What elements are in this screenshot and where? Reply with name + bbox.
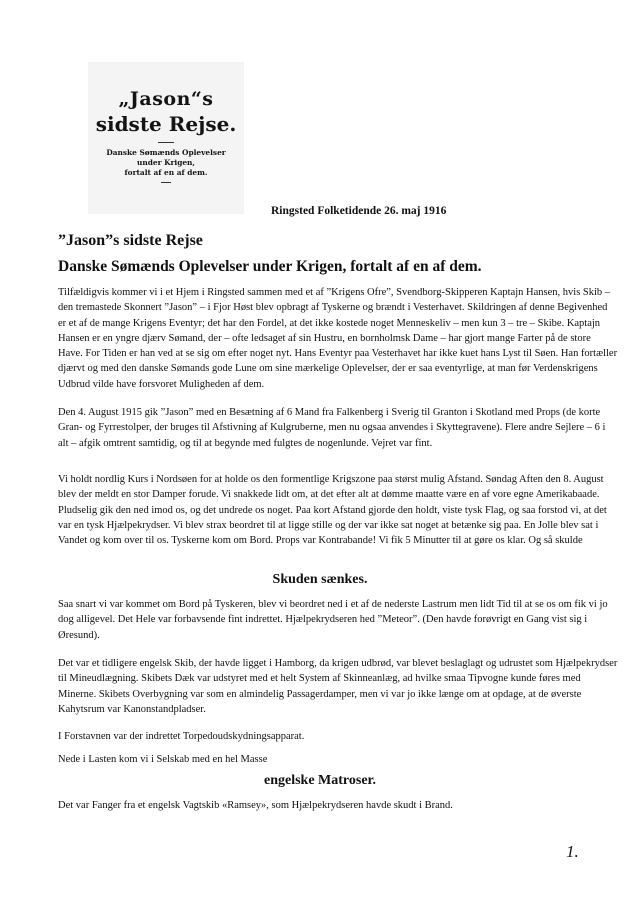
article-subtitle: Danske Sømænds Oplevelser under Krigen, fortalt af en af dem. (58, 258, 482, 275)
paragraph-3: Vi holdt nordlig Kurs i Nordsøen for at holde os den formentlige Krigszone paa størst mulig Afstand. Søndag Aften den 8. August blev der meldt en stor Damper forude. Vi snakkede lidt om, at det efter alt at dømme maatte være en af vore egne Amerikabaade. Pludselig gik den ned imod os, og det undrede os noget. Paa kort Afstand gjorde den holdt, viste tysk Flag, og saa forstod vi, at det var en tysk Hjælpekrydser. Vi blev strax beordret til at ligge stille og der var ikke sat noget at betænke sig paa. En Jolle blev sat i Vandet og kom over til os. Tyskerne kom om Bord. Props var Kontrabande! Vi fik 5 Minutter til at gøre os klar. Og så skulde (58, 474, 607, 547)
page-number: 1. (566, 842, 579, 861)
clipping-headline-line1: „Jason“s (118, 88, 214, 110)
paragraph-7: Nede i Lasten kom vi i Selskab med en hel Masse (58, 754, 268, 765)
clipping-subline3: fortalt af en af dem. (124, 168, 208, 177)
subheading-skuden-saenkes: Skuden sænkes. (272, 572, 368, 587)
paragraph-5: Det var et tidligere engelsk Skib, der havde ligget i Hamborg, da krigen udbrød, var blevet beslaglagt og udrustet som Hjælpekrydser til Mineudlægning. Skibets Dæk var udstyret med et helt System af Skinneanlæg, ad hvilke smaa Tipvogne kunde føres med Minerne. Skibets Overbygning var som en almindelig Passagerdamper, men vi var jo ikke længe om at opdage, at de øverste Kahytsrum var Kanonstandpladser. (58, 658, 618, 715)
subheading-engelske-matroser: engelske Matroser. (264, 773, 376, 788)
paragraph-8: Det var Fanger fra et engelsk Vagtskib «Ramsey», som Hjælpekrydseren havde skudt i Brand. (58, 800, 453, 811)
paragraph-2: Den 4. August 1915 gik ”Jason” med en Besætning af 6 Mand fra Falkenberg i Sverig til Granton i Skotland med Props (de korte Gran- og Fyrrestolper, der bruges til Afstivning af Kulgruberne, men nu ogsaa anvendes i Skyttegravene). Flere andre Sejlere – 6 i alt – afgik omtrent samtidig, og til at begynde med fulgtes de nogenlunde. Vejret var fint. (58, 407, 606, 449)
clipping-subline2: under Krigen, (136, 158, 196, 167)
paragraph-4: Saa snart vi var kommet om Bord på Tyskeren, blev vi beordret ned i et af de nederste Lastrum men lidt Tid til at se os om fik vi jo dog alligevel. Det Hele var forbavsende fint indrettet. Hjælpekrydseren hed ”Meteor”. (Den havde forøvrigt en Gang vist sig i Øresund). (58, 599, 608, 641)
source-citation: Ringsted Folketidende 26. maj 1916 (271, 205, 447, 217)
paragraph-6: I Forstavnen var der indrettet Torpedoudskydningsapparat. (58, 731, 305, 742)
clipping-subline1: Danske Sømænds Oplevelser (106, 148, 226, 157)
newspaper-clipping (88, 62, 244, 214)
clipping-rule (158, 142, 174, 143)
paragraph-1: Tilfældigvis kommer vi i et Hjem i Ringsted sammen med et af ”Krigens Ofre”, Svendborg-Skipperen Kaptajn Hansen, hvis Skib – den tremastede Skonnert ”Jason” – i Fjor Høst blev opbragt af Tyskerne og brændt i Vesterhavet. Skildringen af denne Begivenhed er et af de mange Krigens Eventyr; det har den Fordel, at det ikke kostede noget Menneskeliv – men kun 3 – tre – Skibe. Kaptajn Hansen er en yngre djærv Sømand, der – ofte ledsaget af sin Hustru, en bornholmsk Dame – har gjort mange Farter på de store Have. For Tiden er han ved at se sig om efter noget nyt. Hans Eventyr paa Vesterhavet har ikke kuet hans Lyst til Søen. Han fortæller djærvt og med den danske Sømands gode Lune om sine mærkelige Oplevelser, der er saa eventyrlige, at man før Verdenskrigens Udbrud vilde have forsvoret Muligheden af dem. (58, 287, 618, 390)
clipping-headline-line2: sidste Rejse. (95, 112, 237, 136)
article-title: ”Jason”s sidste Rejse (58, 232, 203, 249)
clipping-rule-bottom (161, 182, 171, 183)
